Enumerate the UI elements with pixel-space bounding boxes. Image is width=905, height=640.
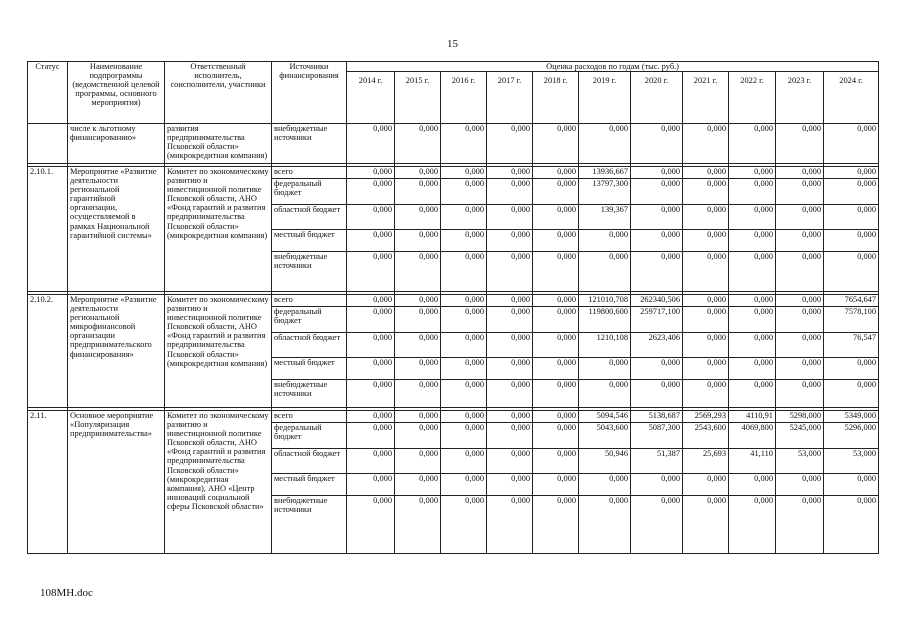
row-source: внебюджетные источники bbox=[272, 252, 347, 292]
value-cell: 0,000 bbox=[487, 333, 533, 358]
value-cell: 0,000 bbox=[395, 449, 441, 474]
value-cell: 119800,600 bbox=[579, 307, 631, 333]
value-cell: 51,387 bbox=[631, 449, 683, 474]
value-cell: 0,000 bbox=[347, 179, 395, 205]
value-cell: 0,000 bbox=[631, 380, 683, 408]
row-executor: развития предпринимательства Псковской области» (микрокредитная компания) bbox=[165, 124, 272, 164]
row-status: 2.10.2. bbox=[28, 295, 68, 408]
value-cell: 0,000 bbox=[776, 205, 824, 230]
value-cell: 0,000 bbox=[533, 205, 579, 230]
value-cell: 0,000 bbox=[487, 167, 533, 179]
value-cell: 0,000 bbox=[395, 205, 441, 230]
value-cell: 0,000 bbox=[487, 474, 533, 496]
value-cell: 0,000 bbox=[729, 295, 776, 307]
value-cell: 0,000 bbox=[729, 205, 776, 230]
value-cell: 0,000 bbox=[729, 474, 776, 496]
value-cell: 0,000 bbox=[683, 179, 729, 205]
value-cell: 0,000 bbox=[441, 124, 487, 164]
table-row bbox=[28, 411, 879, 423]
value-cell: 53,000 bbox=[824, 449, 879, 474]
value-cell: 0,000 bbox=[776, 307, 824, 333]
value-cell: 0,000 bbox=[395, 124, 441, 164]
header-year: 2019 г. bbox=[579, 72, 631, 124]
value-cell: 262340,506 bbox=[631, 295, 683, 307]
value-cell: 0,000 bbox=[631, 179, 683, 205]
value-cell: 76,547 bbox=[824, 333, 879, 358]
value-cell: 5245,000 bbox=[776, 423, 824, 449]
value-cell: 0,000 bbox=[824, 252, 879, 292]
header-sources: Источники финансирования bbox=[272, 62, 347, 124]
value-cell: 0,000 bbox=[347, 496, 395, 554]
value-cell: 0,000 bbox=[631, 474, 683, 496]
row-source: федеральный бюджет bbox=[272, 423, 347, 449]
row-source: федеральный бюджет bbox=[272, 179, 347, 205]
value-cell: 0,000 bbox=[441, 380, 487, 408]
table-row bbox=[28, 295, 879, 307]
value-cell: 0,000 bbox=[579, 474, 631, 496]
value-cell: 0,000 bbox=[533, 230, 579, 252]
value-cell: 0,000 bbox=[347, 449, 395, 474]
value-cell: 7578,100 bbox=[824, 307, 879, 333]
header-year: 2014 г. bbox=[347, 72, 395, 124]
row-source: внебюджетные источники bbox=[272, 496, 347, 554]
row-executor: Комитет по экономическому развитию и инвестиционной политике Псковской области, АНО «Фонд гарантий и развития предпринимательства Псковской области» (микрокредитная компания) bbox=[165, 295, 272, 408]
row-source: внебюджетные источники bbox=[272, 380, 347, 408]
value-cell: 0,000 bbox=[441, 230, 487, 252]
value-cell: 0,000 bbox=[347, 124, 395, 164]
header-year: 2015 г. bbox=[395, 72, 441, 124]
value-cell: 0,000 bbox=[395, 380, 441, 408]
footer-filename: 108MH.doc bbox=[40, 587, 93, 599]
value-cell: 0,000 bbox=[487, 295, 533, 307]
row-status: 2.10.1. bbox=[28, 167, 68, 292]
value-cell: 0,000 bbox=[347, 411, 395, 423]
value-cell: 7654,647 bbox=[824, 295, 879, 307]
value-cell: 0,000 bbox=[729, 252, 776, 292]
value-cell: 0,000 bbox=[395, 252, 441, 292]
value-cell: 0,000 bbox=[824, 474, 879, 496]
header-year: 2023 г. bbox=[776, 72, 824, 124]
value-cell: 0,000 bbox=[776, 358, 824, 380]
value-cell: 0,000 bbox=[347, 295, 395, 307]
value-cell: 13936,667 bbox=[579, 167, 631, 179]
value-cell: 0,000 bbox=[441, 179, 487, 205]
value-cell: 0,000 bbox=[683, 496, 729, 554]
value-cell: 0,000 bbox=[824, 380, 879, 408]
header-year: 2017 г. bbox=[487, 72, 533, 124]
row-executor: Комитет по экономическому развитию и инвестиционной политике Псковской области, АНО «Фонд гарантий и развития предпринимательства Псковской области» (микрокредитная компания) bbox=[165, 167, 272, 292]
value-cell: 0,000 bbox=[487, 411, 533, 423]
row-source: областной бюджет bbox=[272, 205, 347, 230]
value-cell: 0,000 bbox=[347, 380, 395, 408]
value-cell: 25,693 bbox=[683, 449, 729, 474]
header-name: Наименование подпрограммы (ведомственной целевой программы, основного мероприятия) bbox=[68, 62, 165, 124]
value-cell: 0,000 bbox=[683, 474, 729, 496]
row-executor: Комитет по экономическому развитию и инвестиционной политике Псковской области, АНО «Фонд гарантий и развития предпринимательства Псковской области» (микрокредитная компания), АНО «Центр инноваций социальной сферы Псковской области» bbox=[165, 411, 272, 554]
value-cell: 0,000 bbox=[533, 380, 579, 408]
value-cell: 0,000 bbox=[347, 252, 395, 292]
value-cell: 0,000 bbox=[824, 496, 879, 554]
value-cell: 0,000 bbox=[487, 124, 533, 164]
row-source: всего bbox=[272, 411, 347, 423]
value-cell: 0,000 bbox=[533, 295, 579, 307]
value-cell: 0,000 bbox=[487, 423, 533, 449]
value-cell: 0,000 bbox=[631, 496, 683, 554]
value-cell: 0,000 bbox=[776, 179, 824, 205]
value-cell: 0,000 bbox=[729, 179, 776, 205]
value-cell: 0,000 bbox=[533, 252, 579, 292]
value-cell: 0,000 bbox=[683, 167, 729, 179]
value-cell: 5138,687 bbox=[631, 411, 683, 423]
value-cell: 0,000 bbox=[487, 449, 533, 474]
value-cell: 0,000 bbox=[441, 307, 487, 333]
value-cell: 0,000 bbox=[533, 411, 579, 423]
header-estimate: Оценка расходов по годам (тыс. руб.) bbox=[347, 62, 879, 72]
value-cell: 53,000 bbox=[776, 449, 824, 474]
value-cell: 0,000 bbox=[729, 496, 776, 554]
value-cell: 0,000 bbox=[533, 307, 579, 333]
value-cell: 0,000 bbox=[729, 167, 776, 179]
header-year: 2018 г. bbox=[533, 72, 579, 124]
row-name: Основное мероприятие «Популяризация предпринимательства» bbox=[68, 411, 165, 554]
value-cell: 0,000 bbox=[533, 179, 579, 205]
row-source: областной бюджет bbox=[272, 333, 347, 358]
value-cell: 0,000 bbox=[395, 179, 441, 205]
value-cell: 0,000 bbox=[347, 358, 395, 380]
value-cell: 0,000 bbox=[441, 449, 487, 474]
value-cell: 0,000 bbox=[487, 496, 533, 554]
value-cell: 5349,000 bbox=[824, 411, 879, 423]
page-number: 15 bbox=[447, 38, 458, 50]
header-status: Статус bbox=[28, 62, 68, 124]
value-cell: 0,000 bbox=[395, 333, 441, 358]
value-cell: 0,000 bbox=[533, 496, 579, 554]
value-cell: 0,000 bbox=[441, 333, 487, 358]
table-row bbox=[28, 124, 879, 164]
value-cell: 0,000 bbox=[533, 333, 579, 358]
value-cell: 0,000 bbox=[347, 307, 395, 333]
value-cell: 0,000 bbox=[533, 474, 579, 496]
value-cell: 0,000 bbox=[395, 295, 441, 307]
value-cell: 0,000 bbox=[441, 474, 487, 496]
value-cell: 0,000 bbox=[729, 124, 776, 164]
value-cell: 0,000 bbox=[824, 179, 879, 205]
header-year: 2022 г. bbox=[729, 72, 776, 124]
value-cell: 5094,546 bbox=[579, 411, 631, 423]
value-cell: 0,000 bbox=[487, 380, 533, 408]
value-cell: 0,000 bbox=[395, 411, 441, 423]
header-year: 2021 г. bbox=[683, 72, 729, 124]
value-cell: 0,000 bbox=[631, 167, 683, 179]
value-cell: 1210,108 bbox=[579, 333, 631, 358]
expense-table bbox=[27, 61, 879, 554]
value-cell: 0,000 bbox=[579, 252, 631, 292]
row-source: федеральный бюджет bbox=[272, 307, 347, 333]
value-cell: 0,000 bbox=[347, 333, 395, 358]
value-cell: 0,000 bbox=[631, 252, 683, 292]
value-cell: 0,000 bbox=[487, 230, 533, 252]
row-status: 2.11. bbox=[28, 411, 68, 554]
row-name: числе к льготному финансированию» bbox=[68, 124, 165, 164]
value-cell: 0,000 bbox=[533, 449, 579, 474]
value-cell: 0,000 bbox=[824, 124, 879, 164]
value-cell: 0,000 bbox=[776, 252, 824, 292]
value-cell: 0,000 bbox=[579, 358, 631, 380]
value-cell: 0,000 bbox=[824, 205, 879, 230]
value-cell: 0,000 bbox=[347, 230, 395, 252]
value-cell: 139,367 bbox=[579, 205, 631, 230]
value-cell: 0,000 bbox=[533, 167, 579, 179]
value-cell: 0,000 bbox=[776, 230, 824, 252]
value-cell: 0,000 bbox=[683, 124, 729, 164]
value-cell: 0,000 bbox=[631, 124, 683, 164]
value-cell: 0,000 bbox=[441, 205, 487, 230]
value-cell: 0,000 bbox=[395, 307, 441, 333]
value-cell: 0,000 bbox=[579, 124, 631, 164]
value-cell: 0,000 bbox=[729, 333, 776, 358]
header-executor: Ответственный исполнитель, соисполнители, участники bbox=[165, 62, 272, 124]
value-cell: 0,000 bbox=[729, 230, 776, 252]
row-source: местный бюджет bbox=[272, 474, 347, 496]
value-cell: 0,000 bbox=[824, 167, 879, 179]
value-cell: 50,946 bbox=[579, 449, 631, 474]
value-cell: 0,000 bbox=[487, 307, 533, 333]
value-cell: 0,000 bbox=[776, 496, 824, 554]
value-cell: 0,000 bbox=[824, 230, 879, 252]
value-cell: 0,000 bbox=[776, 474, 824, 496]
value-cell: 0,000 bbox=[683, 380, 729, 408]
row-name: Мероприятие «Развитие деятельности региональной гарантийной организации, осуществляемой в рамках Национальной гарантийной системы» bbox=[68, 167, 165, 292]
value-cell: 0,000 bbox=[487, 252, 533, 292]
value-cell: 0,000 bbox=[579, 496, 631, 554]
value-cell: 0,000 bbox=[347, 167, 395, 179]
value-cell: 0,000 bbox=[631, 358, 683, 380]
value-cell: 0,000 bbox=[683, 307, 729, 333]
value-cell: 0,000 bbox=[487, 205, 533, 230]
value-cell: 0,000 bbox=[395, 474, 441, 496]
value-cell: 0,000 bbox=[579, 230, 631, 252]
row-source: местный бюджет bbox=[272, 358, 347, 380]
value-cell: 0,000 bbox=[729, 307, 776, 333]
value-cell: 0,000 bbox=[729, 358, 776, 380]
value-cell: 0,000 bbox=[395, 496, 441, 554]
value-cell: 0,000 bbox=[347, 205, 395, 230]
value-cell: 121010,708 bbox=[579, 295, 631, 307]
value-cell: 0,000 bbox=[631, 205, 683, 230]
value-cell: 4110,91 bbox=[729, 411, 776, 423]
value-cell: 0,000 bbox=[776, 380, 824, 408]
value-cell: 0,000 bbox=[683, 230, 729, 252]
value-cell: 0,000 bbox=[776, 333, 824, 358]
value-cell: 5298,000 bbox=[776, 411, 824, 423]
value-cell: 0,000 bbox=[683, 295, 729, 307]
value-cell: 0,000 bbox=[347, 423, 395, 449]
value-cell: 0,000 bbox=[441, 411, 487, 423]
value-cell: 0,000 bbox=[533, 358, 579, 380]
row-source: внебюджетные источники bbox=[272, 124, 347, 164]
value-cell: 0,000 bbox=[441, 496, 487, 554]
header-year: 2024 г. bbox=[824, 72, 879, 124]
value-cell: 2543,600 bbox=[683, 423, 729, 449]
row-source: областной бюджет bbox=[272, 449, 347, 474]
value-cell: 2623,406 bbox=[631, 333, 683, 358]
value-cell: 0,000 bbox=[487, 358, 533, 380]
value-cell: 0,000 bbox=[683, 205, 729, 230]
row-name: Мероприятие «Развитие деятельности региональной микрофинансовой организации предпринимательского финансирования» bbox=[68, 295, 165, 408]
value-cell: 0,000 bbox=[487, 179, 533, 205]
value-cell: 5043,600 bbox=[579, 423, 631, 449]
value-cell: 0,000 bbox=[441, 295, 487, 307]
row-source: местный бюджет bbox=[272, 230, 347, 252]
value-cell: 0,000 bbox=[683, 358, 729, 380]
value-cell: 0,000 bbox=[631, 230, 683, 252]
value-cell: 5296,000 bbox=[824, 423, 879, 449]
row-source: всего bbox=[272, 167, 347, 179]
value-cell: 0,000 bbox=[395, 167, 441, 179]
row-status bbox=[28, 124, 68, 164]
table-row bbox=[28, 167, 879, 179]
header-year: 2016 г. bbox=[441, 72, 487, 124]
value-cell: 13797,300 bbox=[579, 179, 631, 205]
value-cell: 5087,300 bbox=[631, 423, 683, 449]
value-cell: 0,000 bbox=[533, 423, 579, 449]
header-year: 2020 г. bbox=[631, 72, 683, 124]
value-cell: 0,000 bbox=[441, 358, 487, 380]
value-cell: 4069,800 bbox=[729, 423, 776, 449]
value-cell: 0,000 bbox=[395, 230, 441, 252]
value-cell: 0,000 bbox=[533, 124, 579, 164]
value-cell: 0,000 bbox=[776, 295, 824, 307]
value-cell: 259717,100 bbox=[631, 307, 683, 333]
value-cell: 0,000 bbox=[683, 333, 729, 358]
value-cell: 0,000 bbox=[579, 380, 631, 408]
value-cell: 0,000 bbox=[441, 167, 487, 179]
value-cell: 0,000 bbox=[441, 252, 487, 292]
value-cell: 0,000 bbox=[395, 358, 441, 380]
value-cell: 41,110 bbox=[729, 449, 776, 474]
value-cell: 0,000 bbox=[776, 167, 824, 179]
value-cell: 0,000 bbox=[395, 423, 441, 449]
value-cell: 0,000 bbox=[347, 474, 395, 496]
value-cell: 0,000 bbox=[683, 252, 729, 292]
value-cell: 0,000 bbox=[776, 124, 824, 164]
value-cell: 2569,293 bbox=[683, 411, 729, 423]
value-cell: 0,000 bbox=[824, 358, 879, 380]
value-cell: 0,000 bbox=[729, 380, 776, 408]
row-source: всего bbox=[272, 295, 347, 307]
value-cell: 0,000 bbox=[441, 423, 487, 449]
